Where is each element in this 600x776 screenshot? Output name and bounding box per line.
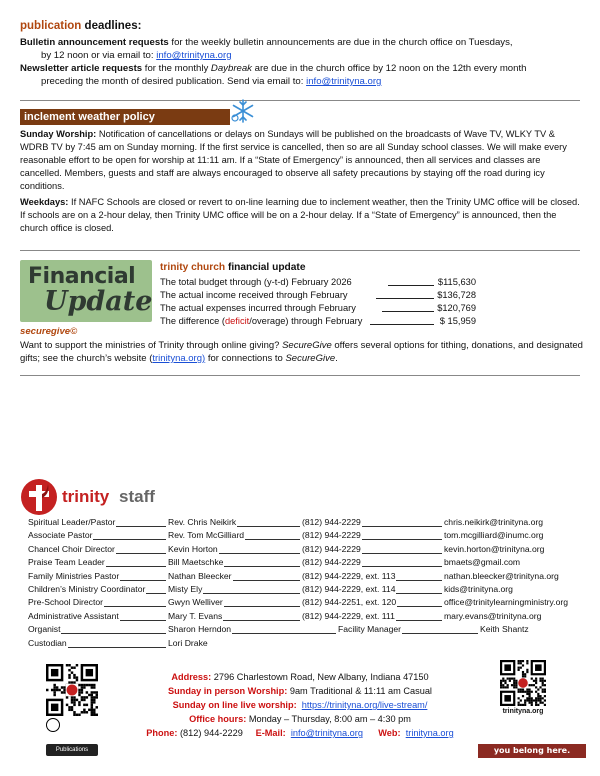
finance-label-deficit: deficit <box>224 316 250 326</box>
financial-update-heading <box>160 262 306 273</box>
sg-text-2: offers several options for tithing, donations, and designated gifts; see the church’s website ( <box>20 340 583 364</box>
staff-name: Sharon Herndon <box>168 624 232 635</box>
financial-heading-church: trinity church <box>160 262 226 273</box>
livestream-link[interactable]: https://trinityna.org/live-stream/ <box>301 700 428 710</box>
bulletin-paragraph <box>20 36 580 62</box>
finance-value: $115,630 <box>437 277 476 287</box>
fill-line <box>203 593 300 594</box>
financial-image-line1: Financial <box>28 264 136 289</box>
publications-button[interactable]: Publications <box>46 744 98 756</box>
staff-phone: (812) 944-2229, ext. 113 <box>302 570 396 581</box>
circle-icon <box>46 718 60 732</box>
fill-line <box>116 553 166 554</box>
hours-label: Office hours: <box>189 714 247 724</box>
hours-text: Monday – Thursday, 8:00 am – 4:30 pm <box>246 714 411 724</box>
qr-caption: trinityna.org <box>502 708 544 715</box>
staff-role: Administrative Assistant <box>28 610 119 621</box>
financial-heading-rest: financial update <box>225 262 306 273</box>
bulletin-label: Bulletin announcement requests <box>20 37 169 48</box>
fill-line <box>396 593 442 594</box>
cross-flame-icon <box>20 478 58 516</box>
fill-line <box>382 311 434 312</box>
weekdays-label: Weekdays: <box>20 197 69 207</box>
fill-line <box>370 324 434 325</box>
weekdays-text: If NAFC Schools are closed or revert to on-line learning due to inclement weather, then the Trinity UMC office will be closed. If schools are on a 2-hour delay, then Trinity UMC office will be on a 2-hour delay. If a “State of Emergency” is announced, then the church office is closed. <box>20 197 580 233</box>
staff-role: Family Ministries Pastor <box>28 570 120 581</box>
staff-phone: (812) 944-2229, ext. 111 <box>302 610 395 621</box>
newsletter-text-b: are due in the church office by 12 noon on the 12th every month <box>251 63 527 74</box>
finance-value: $ 15,959 <box>439 316 476 326</box>
divider <box>20 250 580 251</box>
tagline: you belong here. <box>478 744 586 758</box>
publication-title-rest: deadlines: <box>81 20 142 32</box>
sunday-worship-label: Sunday Worship: <box>20 129 97 139</box>
staff-email: Keith Shantz <box>480 624 529 635</box>
weather-policy-title: inclement weather policy <box>20 109 230 125</box>
footer-online <box>140 700 460 710</box>
weekdays-paragraph <box>20 196 580 235</box>
footer-hours <box>140 714 460 724</box>
sg-text-1: Want to support the ministries of Trinity through online giving? <box>20 340 283 351</box>
finance-row-budget <box>160 276 476 288</box>
publication-deadlines-title <box>20 20 141 32</box>
sunday-worship-paragraph <box>20 128 580 193</box>
sg-italic-1: SecureGive <box>282 340 332 351</box>
staff-email: kids@trinityna.org <box>444 584 513 594</box>
financial-update-image <box>20 260 152 322</box>
fill-line <box>116 526 166 527</box>
finance-label-pre: The difference ( <box>160 316 225 326</box>
staff-email: office@trinitylearningministry.org <box>444 597 568 608</box>
snowflake-icon <box>230 98 256 124</box>
staff-role: Organist <box>28 624 61 635</box>
sunday-worship-text: Notification of cancellations or delays on Sundays will be published on the broadcasts of Wave TV, WLKY TV & WDRB TV by 7:45 am on Sunday morning. If the first service is cancelled, then so are all Sunday school classes. We will make every reasonable effort to be open for worship at 11:11 am. If a “State of Emergency” is announced, then all services and classes are cancelled. Members, guests and staff are always encouraged to observe all safety precautions by staying off the road during icy conditions. <box>20 129 567 191</box>
staff-role: Children’s Ministry Coordinator <box>28 584 146 594</box>
newsletter-label: Newsletter article requests <box>20 63 143 74</box>
sg-text-4: . <box>335 353 338 364</box>
phone-label: Phone: <box>146 728 178 738</box>
footer-contact <box>140 728 460 738</box>
staff-role: Spiritual Leader/Pastor <box>28 517 116 527</box>
fill-line <box>106 566 166 567</box>
fill-line <box>362 526 442 527</box>
staff-role: Pre-School Director <box>28 597 103 608</box>
staff-phone: (812) 944-2229 <box>302 517 361 527</box>
footer-address <box>140 672 460 682</box>
staff-name: Rev. Tom McGilliard <box>168 530 245 541</box>
address-label: Address: <box>171 672 212 682</box>
finance-label <box>160 315 362 327</box>
online-label: Sunday on line live worship: <box>172 700 297 710</box>
divider <box>20 375 580 376</box>
inperson-text: 9am Traditional & 11:11 am Casual <box>287 686 432 696</box>
finance-label: The actual expenses incurred through February <box>160 303 356 313</box>
staff-phone: (812) 944-2251, ext. 120 <box>302 597 397 608</box>
web-label: Web: <box>378 728 401 738</box>
fill-line <box>397 606 442 607</box>
staff-name: Gwyn Welliver <box>168 597 223 608</box>
fill-line <box>396 620 442 621</box>
staff-name: Kevin Horton <box>168 543 218 554</box>
finance-row-income <box>160 289 476 301</box>
staff-phone: (812) 944-2229, ext. 114 <box>302 584 396 594</box>
trinity-staff-logo <box>20 478 220 516</box>
securegive-word: securegive <box>20 326 71 337</box>
staff-name: Bill Maetschke <box>168 557 224 568</box>
financial-image-line2: Update <box>44 286 153 317</box>
fill-line <box>146 593 166 594</box>
staff-email: nathan.bleecker@trinityna.org <box>444 570 559 581</box>
staff-phone: (812) 944-2229 <box>302 530 361 541</box>
logo-word-trinity: trinity <box>62 487 110 506</box>
staff-phone: (812) 944-2229 <box>302 543 361 554</box>
fill-line <box>224 606 300 607</box>
inperson-label: Sunday in person Worship: <box>168 686 288 696</box>
securegive-symbol: © <box>70 326 78 337</box>
publications-qr-code[interactable] <box>46 664 98 716</box>
newsletter-italic: Daybreak <box>210 63 252 74</box>
staff-email: bmaets@gmail.com <box>444 557 521 568</box>
fill-line <box>68 647 166 648</box>
staff-email: tom.mcgilliard@inumc.org <box>444 530 544 541</box>
footer-web-link[interactable]: trinityna.org <box>405 728 454 738</box>
staff-role: Praise Team Leader <box>28 557 105 568</box>
fill-line <box>232 633 336 634</box>
finance-label: The actual income received through February <box>160 290 348 300</box>
staff-name: Misty Ely <box>168 584 203 594</box>
finance-value: $136,728 <box>437 290 476 300</box>
staff-email: mary.evans@trinityna.org <box>444 610 542 621</box>
staff-phone: (812) 944-2229 <box>302 557 361 568</box>
fill-line <box>233 580 300 581</box>
bulletin-text: for the weekly bulletin announcements are due in the church office on Tuesdays, <box>168 37 513 48</box>
footer-email-link[interactable]: info@trinityna.org <box>290 728 363 738</box>
staff-name: Rev. Chris Neikirk <box>168 517 237 527</box>
finance-label-post: /overage) through February <box>249 316 363 326</box>
fill-line <box>224 566 300 567</box>
sg-italic-2: SecureGive <box>285 353 336 364</box>
newsletter-text: for the monthly <box>142 63 211 74</box>
staff-name: Mary T. Evans <box>168 610 223 621</box>
logo-word-staff: staff <box>119 487 155 506</box>
divider <box>20 100 580 101</box>
bulletin-text-2: by 12 noon or via email to: <box>41 50 157 61</box>
fill-line <box>93 539 166 540</box>
website-link[interactable]: trinityna.org) <box>152 353 206 364</box>
staff-name: Lori Drake <box>168 637 208 648</box>
website-qr-code[interactable] <box>500 660 546 706</box>
newsletter-email-link[interactable]: info@trinityna.org <box>306 76 382 87</box>
fill-line <box>245 539 300 540</box>
address-text: 2796 Charlestown Road, New Albany, Indiana 47150 <box>211 672 429 682</box>
phone-text: (812) 944-2229 <box>177 728 243 738</box>
staff-role: Custodian <box>28 637 67 648</box>
fill-line <box>396 580 442 581</box>
finance-label: The total budget through (y-t-d) February 2026 <box>160 277 352 287</box>
fill-line <box>120 580 166 581</box>
fill-line <box>362 553 442 554</box>
footer-inperson <box>140 686 460 696</box>
fill-line <box>376 298 434 299</box>
finance-row-difference <box>160 315 476 327</box>
publication-title-word: publication <box>20 20 82 32</box>
fill-line <box>223 620 300 621</box>
staff-phone: Facility Manager <box>338 624 402 635</box>
bulletin-email-link[interactable]: info@trinityna.org <box>156 50 232 61</box>
email-label: E-Mail: <box>255 728 286 738</box>
staff-email: kevin.horton@trinityna.org <box>444 543 545 554</box>
fill-line <box>120 620 166 621</box>
staff-name: Nathan Bleecker <box>168 570 232 581</box>
staff-role: Associate Pastor <box>28 530 93 541</box>
fill-line <box>388 285 434 286</box>
newsletter-paragraph <box>20 62 580 88</box>
fill-line <box>362 566 442 567</box>
fill-line <box>104 606 166 607</box>
sg-text-3: for connections to <box>205 353 286 364</box>
newsletter-text-2: preceding the month of desired publication. Send via email to: <box>41 76 307 87</box>
staff-row <box>28 637 588 652</box>
fill-line <box>402 633 478 634</box>
fill-line <box>362 539 442 540</box>
finance-value: $120,769 <box>437 303 476 313</box>
securegive-title <box>20 326 77 337</box>
fill-line <box>219 553 300 554</box>
finance-row-expenses <box>160 302 476 314</box>
fill-line <box>61 633 166 634</box>
securegive-paragraph <box>20 339 585 365</box>
staff-email: chris.neikirk@trinityna.org <box>444 517 543 527</box>
fill-line <box>237 526 300 527</box>
staff-role: Chancel Choir Director <box>28 543 115 554</box>
